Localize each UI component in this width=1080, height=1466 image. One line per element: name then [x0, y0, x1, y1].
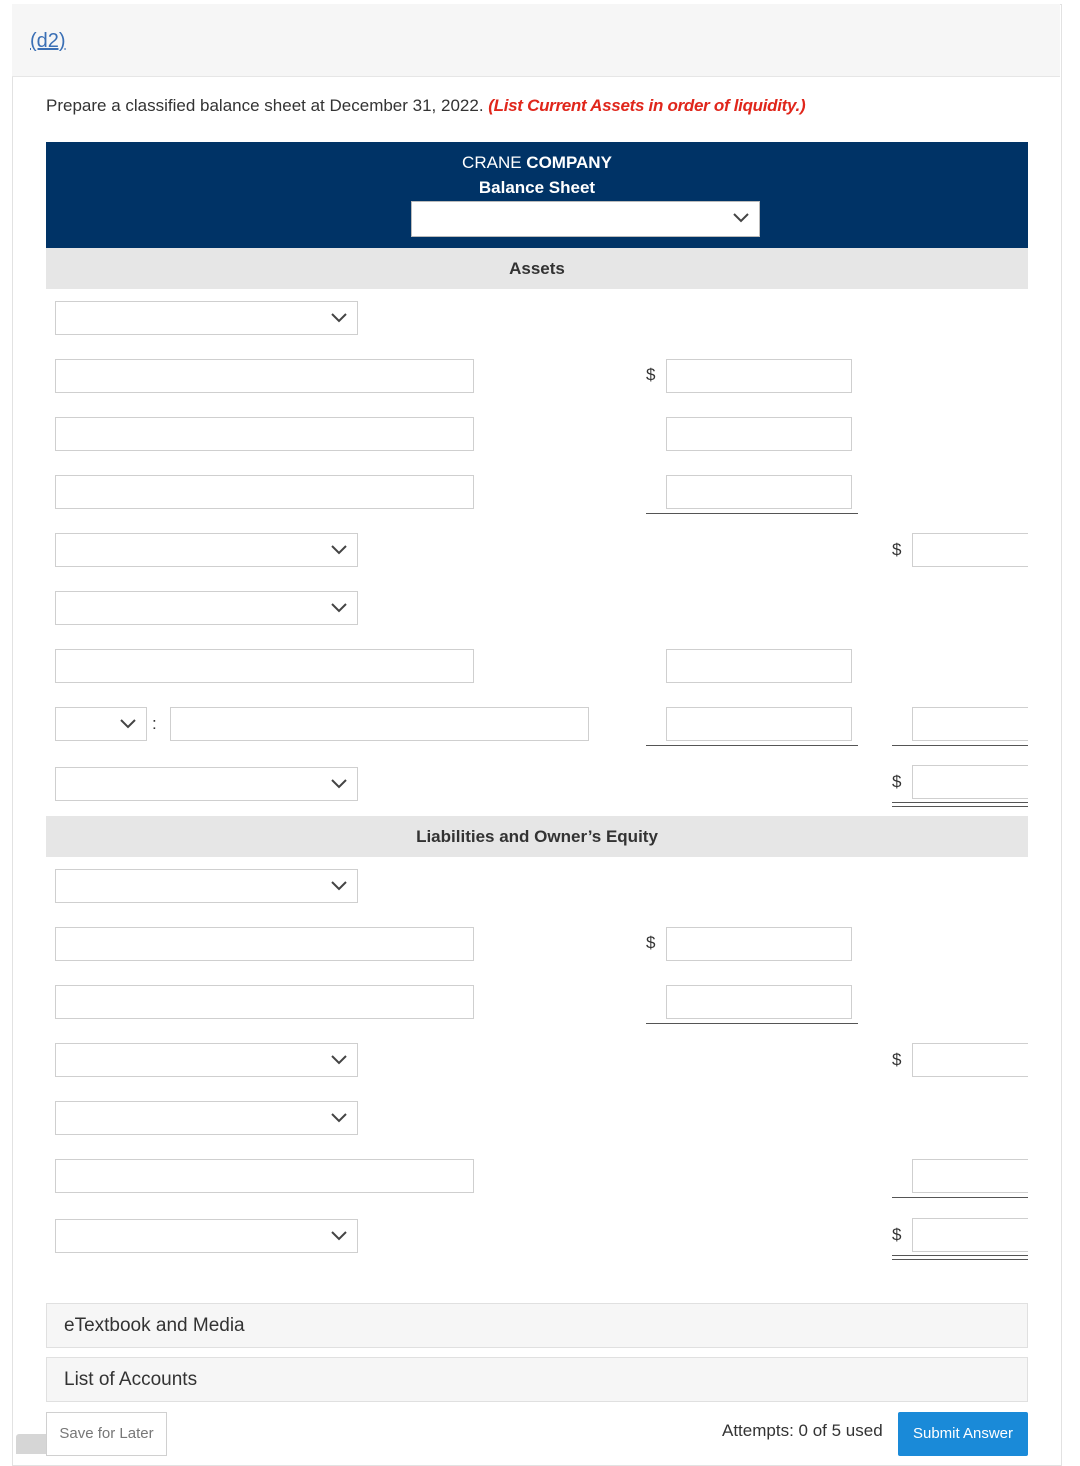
dollar-sign: $	[892, 772, 902, 791]
subtotal-underline	[646, 745, 858, 746]
asset-amount-input-4[interactable]	[666, 649, 852, 683]
dollar-sign: $	[892, 1225, 902, 1244]
instructions	[46, 96, 805, 116]
total-liabilities-equity-select[interactable]	[55, 1219, 358, 1253]
asset-account-input-2[interactable]	[55, 417, 474, 451]
dollar-sign: $	[646, 933, 656, 952]
double-underline	[892, 1255, 1028, 1260]
chevron-down-icon	[327, 597, 351, 619]
asset-total-input-1[interactable]	[912, 533, 1028, 567]
list-of-accounts-accordion[interactable]: List of Accounts	[46, 1357, 1028, 1402]
statement-title: Balance Sheet	[478, 178, 596, 197]
equity-account-input[interactable]	[55, 1159, 474, 1193]
asset-category-select-2[interactable]	[55, 591, 358, 625]
liability-amount-input-2[interactable]	[666, 985, 852, 1019]
instructions-emphasis: (List Current Assets in order of liquidity.)	[488, 96, 806, 115]
asset-category-select-1[interactable]	[55, 301, 358, 335]
contra-account-input[interactable]	[170, 707, 589, 741]
company-name-bold: COMPANY	[526, 153, 612, 172]
assets-heading: Assets	[46, 248, 1028, 289]
liability-total-input[interactable]	[912, 1043, 1028, 1077]
liability-amount-input-1[interactable]	[666, 927, 852, 961]
double-underline	[892, 802, 1028, 807]
total-underline	[892, 745, 1028, 746]
equity-total-input[interactable]	[912, 1159, 1028, 1193]
equity-category-select[interactable]	[55, 1101, 358, 1135]
instructions-text: Prepare a classified balance sheet at December 31, 2022.	[46, 96, 484, 115]
total-assets-select[interactable]	[55, 767, 358, 801]
chevron-down-icon	[327, 539, 351, 561]
liability-account-input-1[interactable]	[55, 927, 474, 961]
subtotal-underline	[646, 1023, 858, 1024]
chevron-down-icon	[116, 713, 140, 735]
part-header	[12, 4, 1060, 77]
asset-total-input-2[interactable]	[912, 707, 1028, 741]
asset-total-select-1[interactable]	[55, 533, 358, 567]
liabilities-equity-heading: Liabilities and Owner’s Equity	[46, 816, 1028, 857]
save-for-later-button[interactable]: Save for Later	[46, 1412, 167, 1456]
asset-amount-input-2[interactable]	[666, 417, 852, 451]
dollar-sign: $	[892, 540, 902, 559]
asset-account-input-3[interactable]	[55, 475, 474, 509]
colon-separator: :	[152, 714, 157, 733]
chevron-down-icon	[327, 875, 351, 897]
chevron-down-icon	[327, 1107, 351, 1129]
chevron-down-icon	[327, 307, 351, 329]
total-liabilities-equity-input[interactable]	[912, 1218, 1028, 1252]
total-assets-input[interactable]	[912, 765, 1028, 799]
chevron-down-icon	[327, 773, 351, 795]
etextbook-media-accordion[interactable]: eTextbook and Media	[46, 1303, 1028, 1348]
dollar-sign: $	[892, 1050, 902, 1069]
asset-account-input-4[interactable]	[55, 649, 474, 683]
date-select[interactable]	[411, 201, 760, 237]
company-name	[46, 153, 1028, 173]
attempts-counter: Attempts: 0 of 5 used	[722, 1421, 883, 1440]
asset-account-input-1[interactable]	[55, 359, 474, 393]
part-link[interactable]: (d2)	[30, 30, 66, 52]
dollar-sign: $	[646, 365, 656, 384]
chevron-down-icon	[327, 1225, 351, 1247]
asset-amount-input-3[interactable]	[666, 475, 852, 509]
chevron-down-icon	[729, 207, 753, 229]
asset-amount-input-5[interactable]	[666, 707, 852, 741]
submit-answer-button[interactable]: Submit Answer	[898, 1412, 1028, 1456]
liability-total-select[interactable]	[55, 1043, 358, 1077]
asset-amount-input-1[interactable]	[666, 359, 852, 393]
liability-category-select-1[interactable]	[55, 869, 358, 903]
chevron-down-icon	[327, 1049, 351, 1071]
total-underline	[892, 1197, 1028, 1198]
liability-account-input-2[interactable]	[55, 985, 474, 1019]
subtotal-underline	[646, 513, 858, 514]
company-name-regular: CRANE	[462, 153, 522, 172]
less-select[interactable]	[55, 707, 147, 741]
